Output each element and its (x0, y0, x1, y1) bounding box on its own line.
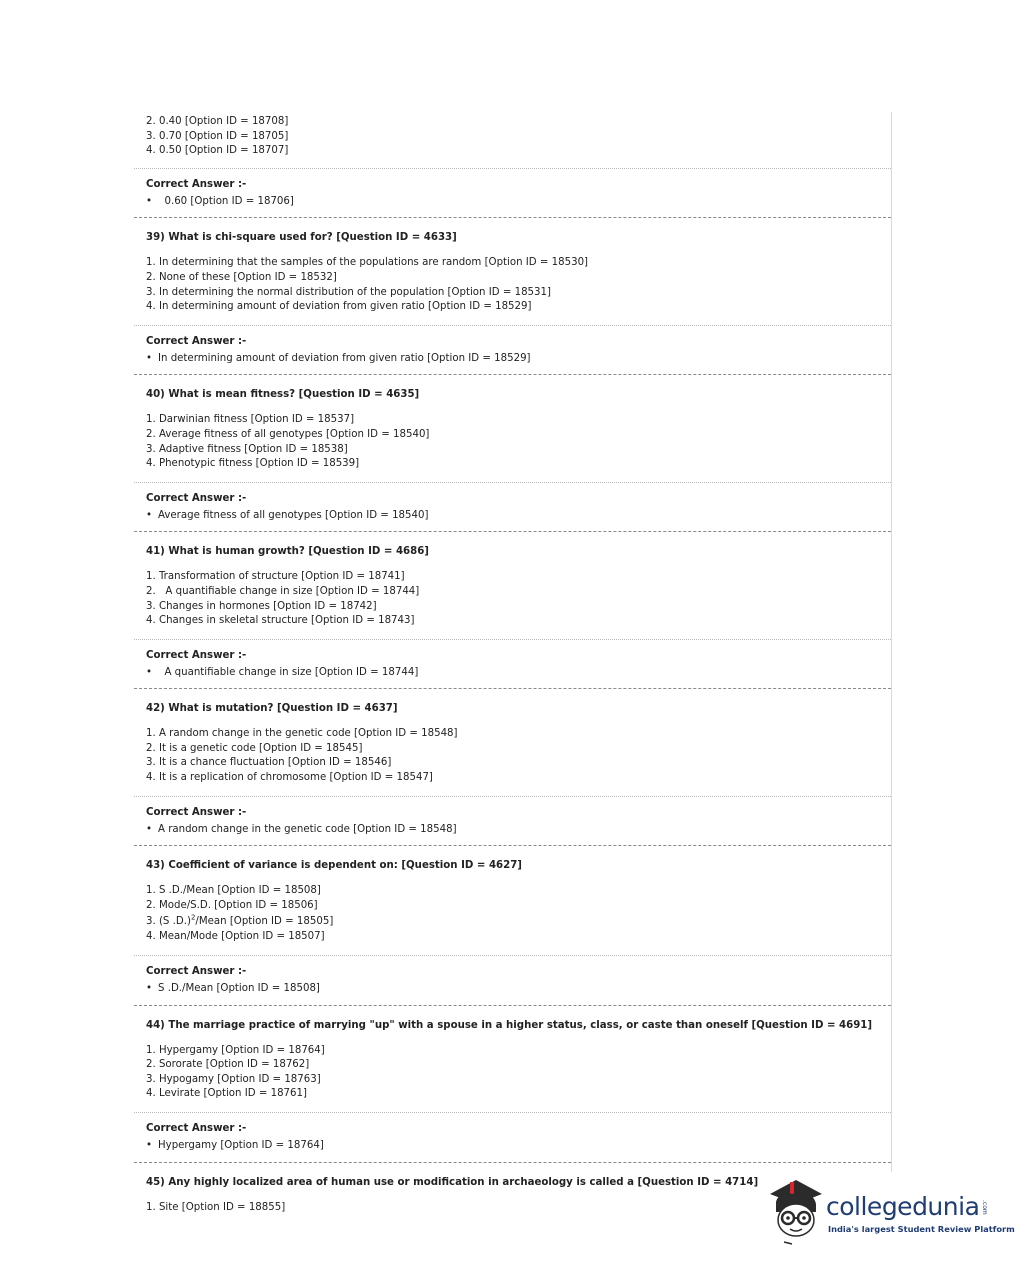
question-title: 43) Coefficient of variance is dependent on: [Question ID = 4627] (146, 860, 522, 872)
question-42 (134, 689, 891, 723)
question-title: 44) The marriage practice of marrying "up" with a spouse in a higher status, class, or caste than oneself [Question ID = 4691] (146, 1019, 873, 1031)
option-line: 4. 0.50 [Option ID = 18707] (146, 145, 289, 157)
question-43 (134, 846, 891, 880)
question-paper (134, 112, 892, 1213)
question-title: 40) What is mean fitness? [Question ID = 4635] (146, 389, 420, 401)
option-line: 2. A quantifiable change in size [Option ID = 18744] (146, 585, 420, 597)
correct-answer-label: Correct Answer :- (146, 966, 247, 978)
logo-brand-text: collegedunia (826, 1192, 980, 1221)
option-line: 3. (S .D.)$^2$/Mean [Option ID = 18505] (146, 914, 334, 928)
question-40-options (134, 409, 891, 481)
option-line: 2. Sororate [Option ID = 18762] (146, 1059, 310, 1071)
question-39-answer: Correct Answer :- • In determining amount of deviation from given ratio [Option ID = 18529] (134, 326, 891, 375)
option-line: 3. In determining the normal distribution of the population [Option ID = 18531] (146, 286, 551, 298)
question-44-answer: Correct Answer :- • Hypergamy [Option ID = 18764] (134, 1113, 891, 1162)
option-line: 4. Changes in skeletal structure [Option ID = 18743] (146, 615, 415, 627)
logo-tagline: India's largest Student Review Platform (828, 1224, 1015, 1234)
mascot-icon (766, 1176, 826, 1246)
option-line: 4. Levirate [Option ID = 18761] (146, 1088, 307, 1100)
question-41-answer: Correct Answer :- • A quantifiable change in size [Option ID = 18744] (134, 640, 891, 689)
question-42-answer: Correct Answer :- • A random change in the genetic code [Option ID = 18548] (134, 797, 891, 846)
option-line: 3. Hypogamy [Option ID = 18763] (146, 1073, 321, 1085)
question-41-options (134, 566, 891, 638)
option-line: 4. Mean/Mode [Option ID = 18507] (146, 931, 325, 943)
option-line: 1. Hypergamy [Option ID = 18764] (146, 1044, 325, 1056)
question-40 (134, 375, 891, 409)
question-44 (134, 1006, 891, 1040)
collegedunia-logo[interactable] (766, 1176, 1015, 1246)
option-line: 1. Darwinian fitness [Option ID = 18537] (146, 414, 355, 426)
question-41 (134, 532, 891, 566)
correct-answer-label: Correct Answer :- (146, 492, 247, 504)
option-line: 1. Transformation of structure [Option ID = 18741] (146, 571, 405, 583)
question-43-answer: Correct Answer :- • S .D./Mean [Option ID = 18508] (134, 956, 891, 1005)
option-line: 2. It is a genetic code [Option ID = 18545] (146, 742, 363, 754)
q38-options (134, 112, 891, 168)
question-title: 41) What is human growth? [Question ID = 4686] (146, 546, 429, 558)
question-39-options (134, 252, 891, 324)
correct-answer-label: Correct Answer :- (146, 1123, 247, 1134)
option-line: 2. 0.40 [Option ID = 18708] (146, 116, 289, 127)
question-39 (134, 218, 891, 252)
correct-answer-label: Correct Answer :- (146, 335, 247, 347)
question-title: 42) What is mutation? [Question ID = 4637] (146, 703, 398, 715)
option-line: 2. Mode/S.D. [Option ID = 18506] (146, 899, 318, 911)
correct-answer-text: A random change in the genetic code [Option ID = 18548] (158, 823, 457, 835)
question-title: 39) What is chi-square used for? [Question ID = 4633] (146, 232, 457, 244)
correct-answer-label: Correct Answer :- (146, 178, 247, 190)
option-line: 1. S .D./Mean [Option ID = 18508] (146, 885, 321, 897)
correct-answer-text: In determining amount of deviation from given ratio [Option ID = 18529] (158, 352, 531, 364)
option-line: 2. Average fitness of all genotypes [Option ID = 18540] (146, 428, 430, 440)
option-line: 1. Site [Option ID = 18855] (146, 1201, 286, 1213)
option-line: 1. A random change in the genetic code [Option ID = 18548] (146, 728, 458, 740)
correct-answer-text: 0.60 [Option ID = 18706] (164, 195, 294, 207)
question-42-options (134, 723, 891, 795)
option-line: 4. In determining amount of deviation from given ratio [Option ID = 18529] (146, 301, 532, 313)
correct-answer-text: Average fitness of all genotypes [Option ID = 18540] (158, 509, 429, 521)
option-line: 3. It is a chance fluctuation [Option ID = 18546] (146, 757, 392, 769)
option-line: 3. Adaptive fitness [Option ID = 18538] (146, 443, 348, 455)
correct-answer-label: Correct Answer :- (146, 649, 247, 661)
correct-answer-text: S .D./Mean [Option ID = 18508] (158, 983, 320, 995)
option-line: 4. It is a replication of chromosome [Option ID = 18547] (146, 772, 433, 784)
q38-answer: Correct Answer :- • 0.60 [Option ID = 18706] (134, 169, 891, 218)
option-line: 3. Changes in hormones [Option ID = 18742] (146, 600, 377, 612)
question-43-options (134, 880, 891, 955)
option-line: 1. In determining that the samples of the populations are random [Option ID = 18530] (146, 257, 589, 269)
question-40-answer: Correct Answer :- • Average fitness of all genotypes [Option ID = 18540] (134, 483, 891, 532)
logo-suffix: .com (981, 1200, 988, 1215)
question-title: 45) Any highly localized area of human use or modification in archaeology is called a [Question ID = 4714] (146, 1176, 759, 1188)
correct-answer-text: A quantifiable change in size [Option ID = 18744] (158, 666, 419, 678)
correct-answer-text: Hypergamy [Option ID = 18764] (158, 1140, 324, 1151)
question-44-options (134, 1040, 891, 1112)
correct-answer-label: Correct Answer :- (146, 806, 247, 818)
option-line: 2. None of these [Option ID = 18532] (146, 271, 337, 283)
option-line: 4. Phenotypic fitness [Option ID = 18539] (146, 458, 360, 470)
option-line: 3. 0.70 [Option ID = 18705] (146, 130, 289, 142)
